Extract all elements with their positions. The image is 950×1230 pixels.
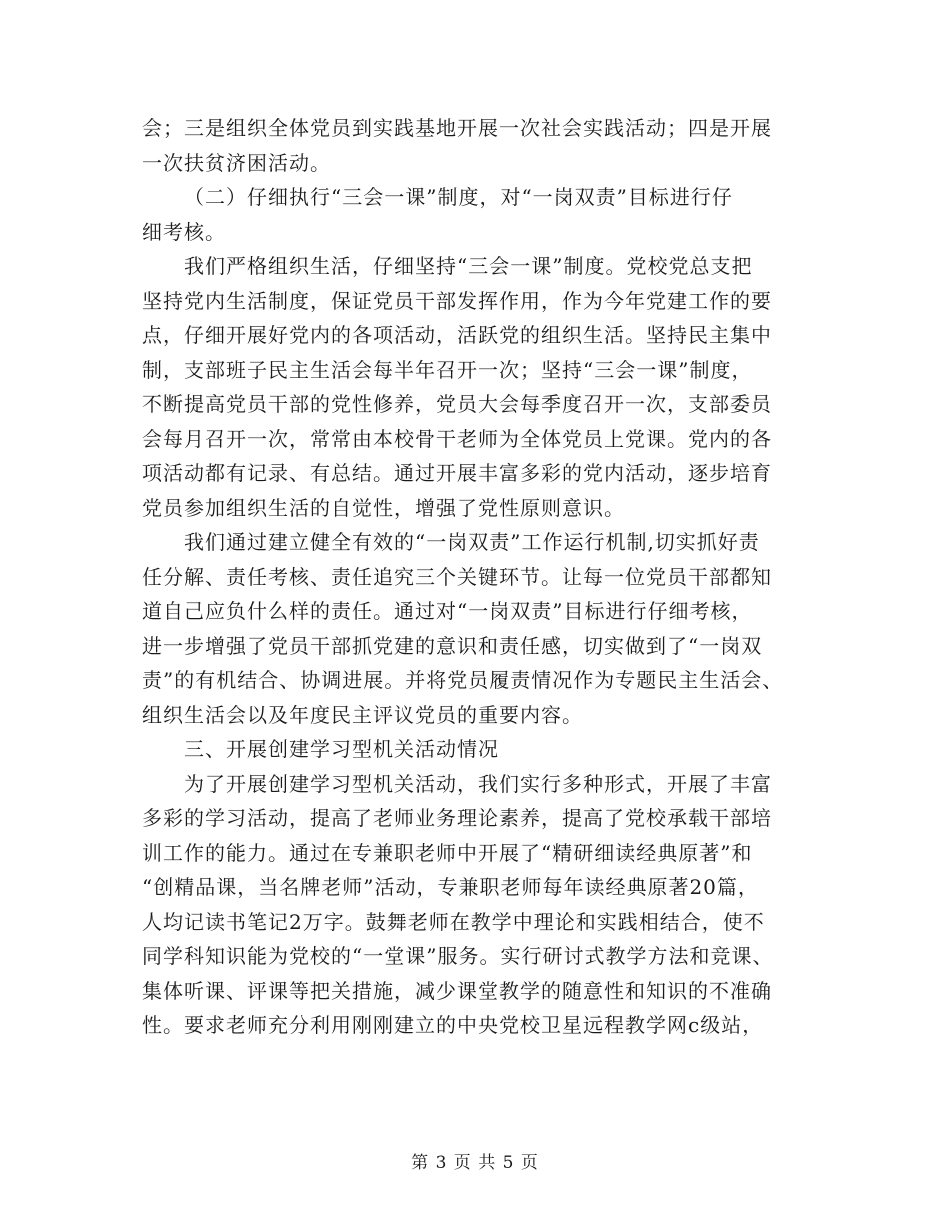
paragraph-start: 为了开展创建学习型机关活动，我们实行多种形式，开展了丰富 (184, 771, 772, 796)
text-line: 同学科知识能为党校的“一堂课”服务。实行研讨式教学方法和竞课、 (142, 944, 774, 968)
section-heading: 三、开展创建学习型机关活动情况 (184, 737, 499, 761)
text-line: 会；三是组织全体党员到实践基地开展一次社会实践活动；四是开展 (142, 116, 772, 140)
text-line: 项活动都有记录、有总结。通过开展丰富多彩的党内活动，逐步培育 (142, 461, 772, 485)
text-line: “创精品课，当名牌老师”活动，专兼职老师每年读经典原著20篇， (142, 875, 759, 899)
text-line: 一次扶贫济困活动。 (142, 150, 331, 175)
text-line: 坚持党内生活制度，保证党员干部发挥作用，作为今年党建工作的要 (142, 288, 772, 313)
text-line: 进一步增强了党员干部抓党建的意识和责任感，切实做到了“一岗双 (142, 633, 763, 658)
text-line: 制，支部班子民主生活会每半年召开一次；坚持“三会一课”制度， (142, 357, 753, 382)
text-line: 任分解、责任考核、责任追究三个关键环节。让每一位党员干部都知 (142, 564, 772, 589)
text-line: 会每月召开一次，常常由本校骨干老师为全体党员上党课。党内的各 (142, 426, 772, 451)
text-line: 细考核。 (142, 219, 226, 244)
text-line: 集体听课、评课等把关措施，减少课堂教学的随意性和知识的不准确 (142, 978, 772, 1003)
text-line: 人均记读书笔记2万字。鼓舞老师在教学中理论和实践相结合，使不 (142, 909, 765, 934)
text-line: 多彩的学习活动，提高了老师业务理论素养，提高了党校承载干部培 (142, 806, 772, 830)
paragraph-start: 我们通过建立健全有效的“一岗双责”工作运行机制,切实抓好责 (184, 530, 760, 554)
page-number-footer: 第 3 页 共 5 页 (411, 1153, 539, 1173)
text-line: 训工作的能力。通过在专兼职老师中开展了“精研细读经典原著”和 (142, 840, 753, 865)
text-line: 点，仔细开展好党内的各项活动，活跃党的组织生活。坚持民主集中 (142, 323, 772, 347)
text-line: 组织生活会以及年度民主评议党员的重要内容。 (142, 702, 583, 727)
paragraph-start: 我们严格组织生活，仔细坚持“三会一课”制度。党校党总支把 (184, 254, 753, 278)
document-body (142, 112, 810, 1044)
text-line: 不断提高党员干部的党性修养，党员大会每季度召开一次，支部委员 (142, 392, 772, 416)
text-line: 责”的有机结合、协调进展。并将党员履责情况作为专题民主生活会、 (142, 668, 784, 692)
text-line: 性。要求老师充分利用刚刚建立的中央党校卫星远程教学网c级站， (142, 1013, 764, 1037)
section-heading: （二）仔细执行“三会一课”制度，对“一岗双责”目标进行仔 (184, 185, 733, 209)
text-line: 党员参加组织生活的自觉性，增强了党性原则意识。 (142, 495, 625, 520)
text-line: 道自己应负什么样的责任。通过对“一岗双责”目标进行仔细考核， (142, 599, 753, 623)
